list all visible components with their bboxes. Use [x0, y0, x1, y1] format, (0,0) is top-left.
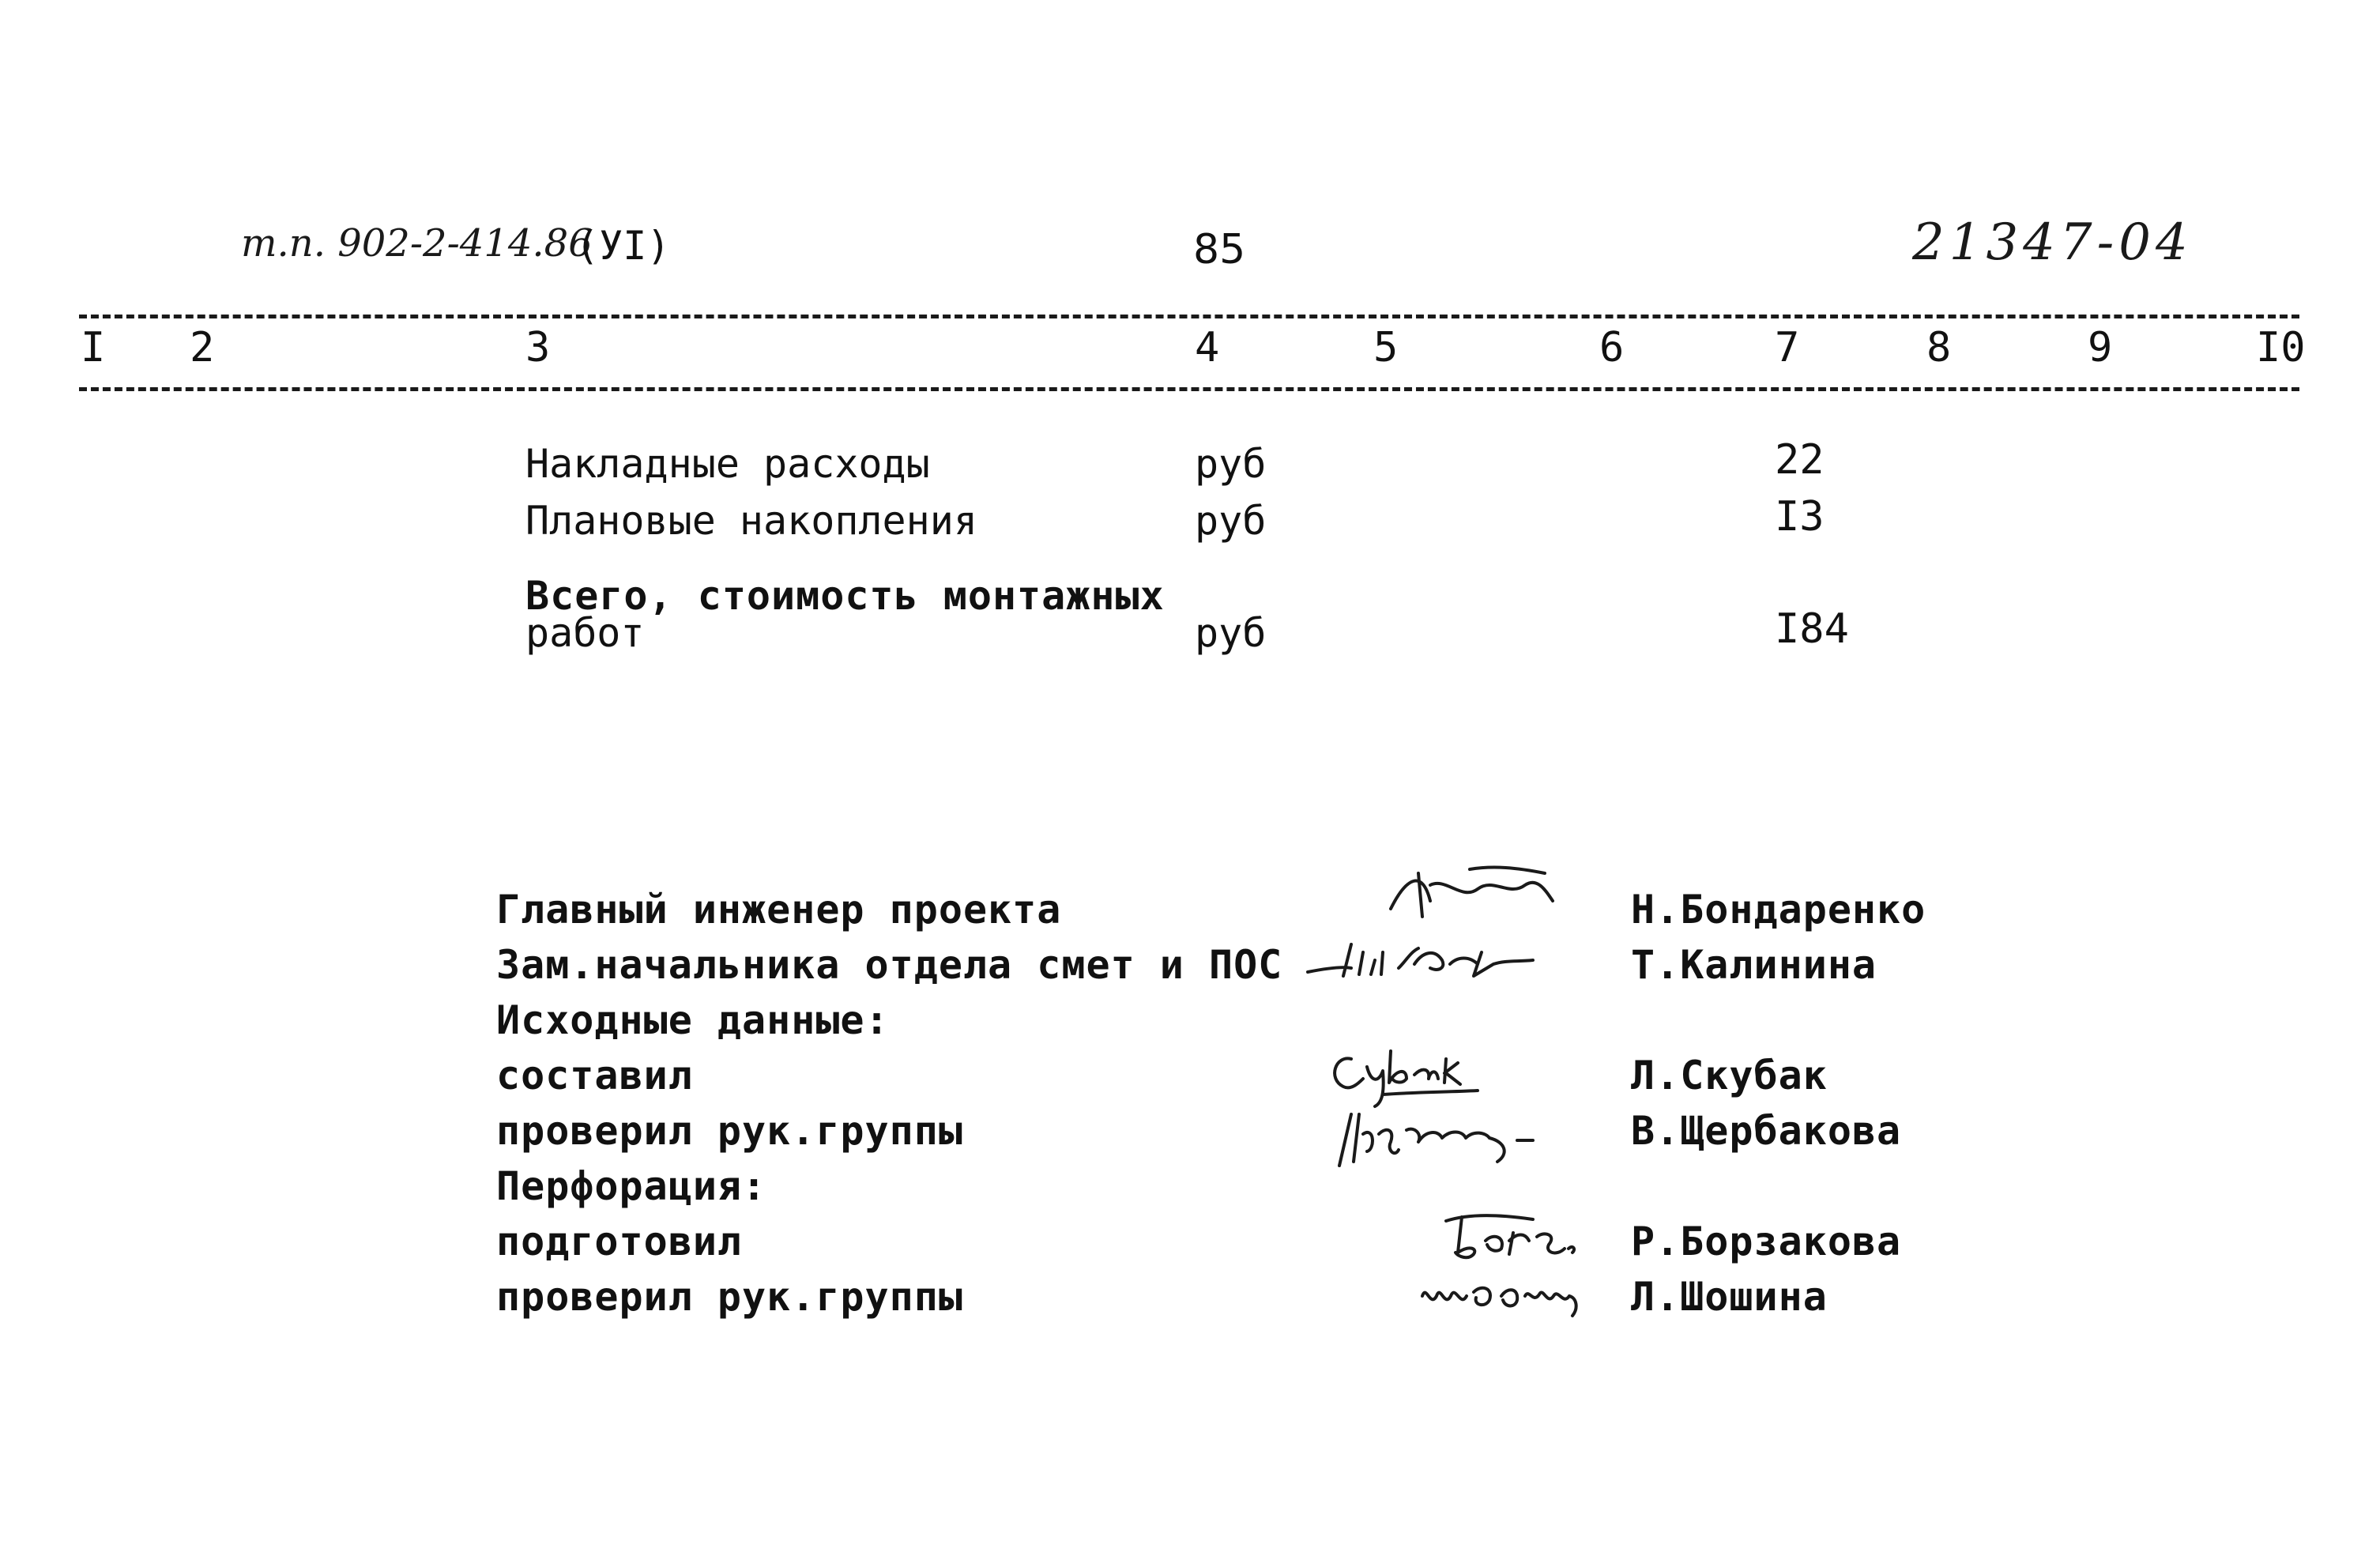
column-number: 8 [1926, 324, 1952, 371]
signature-deputy-head [1304, 929, 1541, 992]
role-deputy-head: Зам.начальника отдела смет и ПОС [496, 942, 1283, 988]
row-value: I84 [1775, 605, 1849, 653]
row-unit: руб [1195, 498, 1267, 544]
role-checked-2: проверил рук.группы [496, 1274, 963, 1320]
column-number: 6 [1599, 324, 1625, 371]
name-prepared: Р.Борзакова [1631, 1219, 1902, 1264]
page-number: 85 [1193, 226, 1246, 273]
name-chief-engineer: Н.Бондаренко [1631, 887, 1926, 933]
row-value: 22 [1775, 436, 1825, 484]
column-number: I [81, 324, 106, 371]
role-checked-1: проверил рук.группы [496, 1108, 963, 1154]
role-prepared: подготовил [496, 1219, 743, 1264]
role-compiled: составил [496, 1053, 693, 1098]
archive-number: 21347-04 [1912, 213, 2193, 272]
document-code: т.п. 902-2-414.86 [241, 221, 593, 266]
role-chief-engineer: Главный инженер проекта [496, 887, 1062, 933]
name-deputy-head: Т.Калинина [1631, 942, 1877, 988]
table-top-border [79, 315, 2299, 318]
row-unit: руб [1195, 610, 1267, 656]
column-number: 3 [525, 324, 551, 371]
column-number: 4 [1195, 324, 1220, 371]
name-checked-2: Л.Шошина [1631, 1274, 1828, 1320]
perforation-heading: Перфорация: [496, 1163, 767, 1209]
source-data-heading: Исходные данные: [496, 997, 890, 1043]
column-number: 2 [190, 324, 215, 371]
row-unit: руб [1195, 441, 1267, 487]
row-name-continued: работ [525, 610, 645, 656]
column-number: I0 [2256, 324, 2306, 371]
column-number: 5 [1373, 324, 1399, 371]
name-checked-1: В.Щербакова [1631, 1108, 1902, 1154]
signature-checked-2 [1414, 1264, 1596, 1328]
row-name: Плановые накопления [525, 498, 977, 544]
row-value: I3 [1775, 493, 1825, 541]
column-number: 7 [1775, 324, 1800, 371]
column-number: 9 [2088, 324, 2113, 371]
document-section: (УI) [575, 223, 671, 269]
signature-chief-engineer [1375, 853, 1565, 933]
table-header-border [79, 387, 2299, 391]
row-name: Накладные расходы [525, 441, 930, 487]
row-name: Всего, стоимость монтажных [525, 573, 1165, 619]
signature-prepared [1430, 1205, 1588, 1268]
signature-checked-1 [1331, 1095, 1568, 1181]
name-compiled: Л.Скубак [1631, 1053, 1828, 1098]
